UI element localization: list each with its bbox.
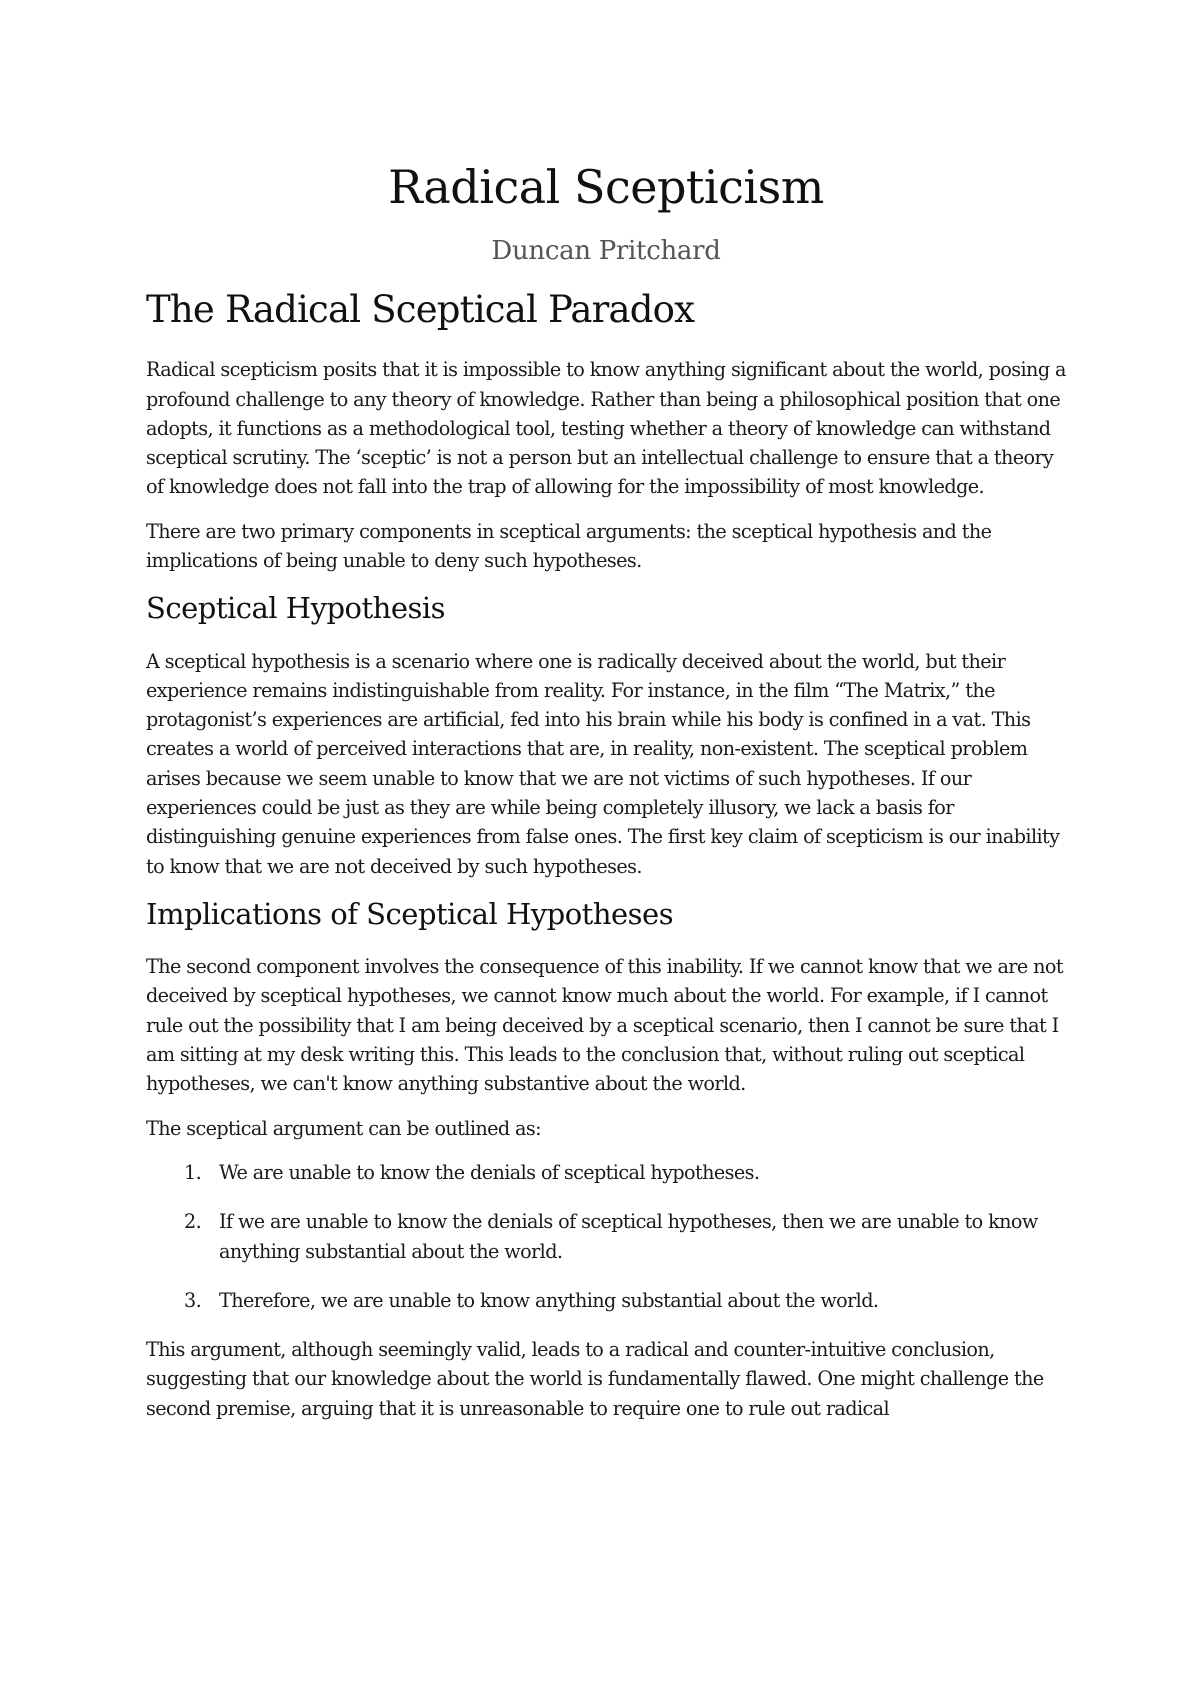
document-author: Duncan Pritchard <box>491 236 721 267</box>
argument-item <box>146 1207 1066 1266</box>
argument-intro-paragraph: The sceptical argument can be outlined as: <box>146 1116 541 1140</box>
argument-item-number: 2. <box>184 1210 202 1234</box>
argument-item-number: 3. <box>184 1288 202 1312</box>
argument-item-text: If we are unable to know the denials of sceptical hypotheses, then we are unable to know anything substantial about the world. <box>219 1210 1038 1263</box>
argument-list <box>146 1158 1066 1315</box>
argument-item-text: Therefore, we are unable to know anything substantial about the world. <box>219 1288 879 1312</box>
argument-item-number: 1. <box>184 1160 202 1184</box>
argument-item-text: We are unable to know the denials of sceptical hypotheses. <box>219 1160 760 1184</box>
argument-item <box>146 1286 1066 1315</box>
intro-paragraph: Radical scepticism posits that it is impossible to know anything significant about the world, posing a profound challenge to any theory of knowledge. Rather than being a philosophical position that one adopts, it functions as a methodological tool, testing whether a theory of knowledge can withstand sceptical scrutiny. The ‘sceptic’ is not a person but an intellectual challenge to ensure that a theory of knowledge does not fall into the trap of allowing for the impossibility of most knowledge. <box>146 358 1066 499</box>
argument-item <box>146 1158 1066 1187</box>
intro-paragraph: There are two primary components in sceptical arguments: the sceptical hypothesis and the implications of being unable to deny such hypotheses. <box>146 519 992 573</box>
conclusion-paragraph: This argument, although seemingly valid, leads to a radical and counter-intuitive conclusion, suggesting that our knowledge about the world is fundamentally flawed. One might challenge the second premise, arguing that it is unreasonable to require one to rule out radical <box>146 1338 1044 1420</box>
section-heading: The Radical Sceptical Paradox <box>146 287 695 331</box>
sceptical-hypothesis-paragraph: A sceptical hypothesis is a scenario where one is radically deceived about the world, but their experience remains indistinguishable from reality. For instance, in the film “The Matrix,” the protagonist’s experiences are artificial, fed into his brain while his body is confined in a vat. This creates a world of perceived interactions that are, in reality, non-existent. The sceptical problem arises because we seem unable to know that we are not victims of such hypotheses. If our experiences could be just as they are while being completely illusory, we lack a basis for distinguishing genuine experiences from false ones. The first key claim of scepticism is our inability to know that we are not deceived by such hypotheses. <box>146 649 1060 878</box>
subsection-heading-sceptical-hypothesis: Sceptical Hypothesis <box>146 591 446 626</box>
document-title: Radical Scepticism <box>388 160 824 214</box>
implications-paragraph: The second component involves the consequence of this inability. If we cannot know that we are not deceived by sceptical hypotheses, we cannot know much about the world. For example, if I cannot rule out the possibility that I am being deceived by a sceptical scenario, then I cannot be sure that I am sitting at my desk writing this. This leads to the conclusion that, without ruling out sceptical hypotheses, we can't know anything substantive about the world. <box>146 955 1063 1096</box>
subsection-heading-implications: Implications of Sceptical Hypotheses <box>146 896 674 931</box>
document-content <box>146 160 1066 1438</box>
